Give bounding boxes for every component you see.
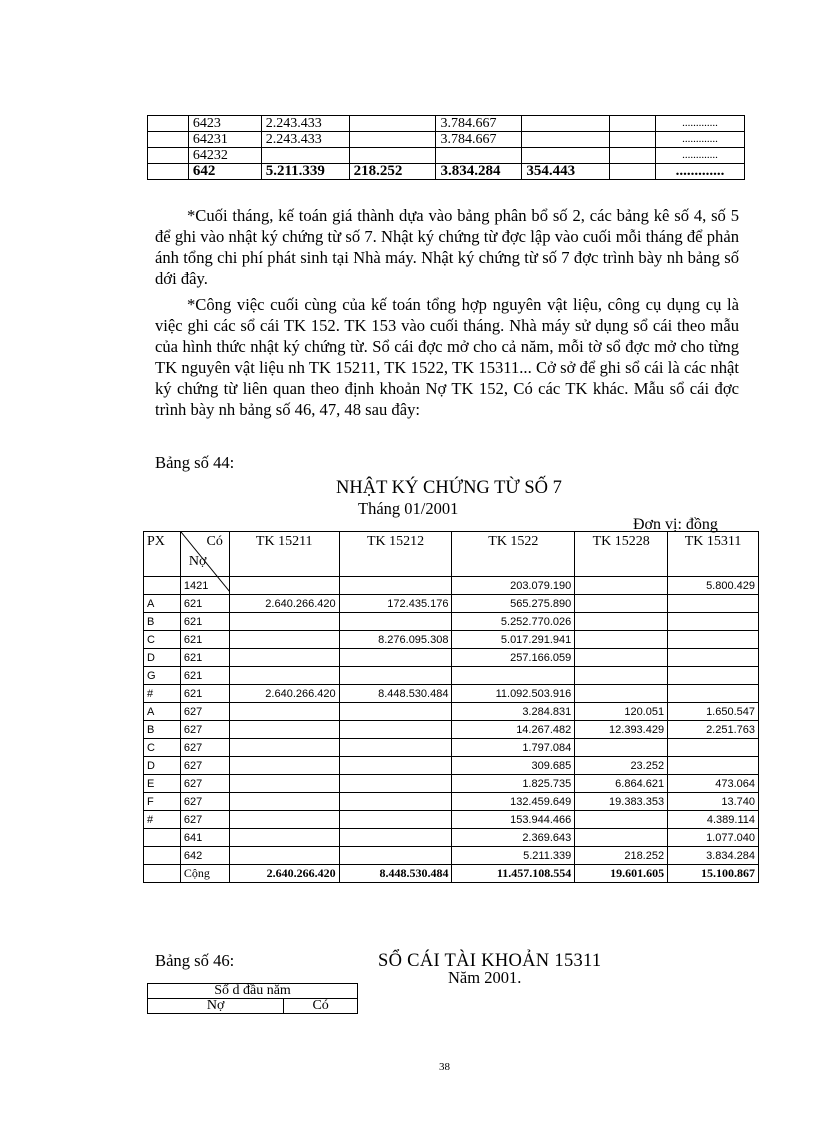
journal-cell-tk1522: 3.284.831 bbox=[452, 703, 575, 721]
total-tk15311: 15.100.867 bbox=[668, 865, 759, 883]
journal-row bbox=[144, 811, 759, 829]
journal-cell-acc: 621 bbox=[180, 613, 229, 631]
journal-cell-tk15212: 8.448.530.484 bbox=[339, 685, 452, 703]
journal-cell-tk15311 bbox=[668, 739, 759, 757]
header-co-no bbox=[180, 532, 229, 577]
journal-cell-tk15211 bbox=[229, 703, 339, 721]
journal-cell-tk15212 bbox=[339, 775, 452, 793]
top-cell-c7: ............. bbox=[656, 132, 745, 148]
journal-cell-px: B bbox=[144, 613, 181, 631]
journal-row bbox=[144, 793, 759, 811]
journal-cell-tk15211 bbox=[229, 775, 339, 793]
header-tk15228: TK 15228 bbox=[575, 532, 668, 577]
journal-cell-acc: 627 bbox=[180, 811, 229, 829]
top-table-row bbox=[148, 148, 745, 164]
journal-cell-acc: 1421 bbox=[180, 577, 229, 595]
journal-row bbox=[144, 685, 759, 703]
journal-cell-px bbox=[144, 829, 181, 847]
top-cell-c1: 64231 bbox=[188, 132, 261, 148]
journal-cell-px bbox=[144, 847, 181, 865]
journal-cell-tk15211 bbox=[229, 739, 339, 757]
top-cell-c1: 6423 bbox=[188, 116, 261, 132]
top-cell-c6 bbox=[610, 116, 656, 132]
table-label-44: Bảng số 44: bbox=[155, 453, 235, 472]
journal-cell-tk15228: 12.393.429 bbox=[575, 721, 668, 739]
top-cell-c5 bbox=[522, 116, 610, 132]
top-cell-c4: 3.784.667 bbox=[436, 116, 522, 132]
top-cell-c7: ............. bbox=[656, 148, 745, 164]
journal-cell-tk15212: 172.435.176 bbox=[339, 595, 452, 613]
journal-cell-tk1522: 1.825.735 bbox=[452, 775, 575, 793]
top-cell-c1: 642 bbox=[188, 164, 261, 180]
journal-cell-px: F bbox=[144, 793, 181, 811]
journal-row bbox=[144, 829, 759, 847]
journal-cell-tk15311: 473.064 bbox=[668, 775, 759, 793]
journal-month: Tháng 01/2001 bbox=[358, 499, 459, 518]
journal-cell-tk1522: 257.166.059 bbox=[452, 649, 575, 667]
top-cell-c2: 2.243.433 bbox=[261, 116, 349, 132]
top-cell-c3 bbox=[349, 116, 436, 132]
journal-cell-tk1522: 5.017.291.941 bbox=[452, 631, 575, 649]
paragraph-cong-viec: *Công việc cuối cùng của kế toán tổng hợp nguyên vật liệu, công cụ dụng cụ là việc ghi các sổ cái TK 152. TK 153 vào cuối tháng. Nhà máy sử dụng sổ cái theo mẫu của hình thức nhật ký chứng từ. Sổ cái đợc mở cho cả năm, mỗi tờ sổ đợc mở cho từng TK nguyên vật liệu nh TK 15211, TK 1522, TK 15311... Cở sở để ghi sổ cái là các nhật ký chứng từ liên quan theo định khoản Nợ TK 152, Có các TK khác. Mẫu sổ cái đợc trình bày nh bảng số 46, 47, 48 sau đây: bbox=[155, 295, 739, 419]
journal-cell-tk15211 bbox=[229, 577, 339, 595]
top-table-row bbox=[148, 116, 745, 132]
journal-row bbox=[144, 649, 759, 667]
journal-cell-tk15211: 2.640.266.420 bbox=[229, 595, 339, 613]
journal-cell-tk15228 bbox=[575, 649, 668, 667]
top-cell-c2: 5.211.339 bbox=[261, 164, 349, 180]
journal-cell-tk15211 bbox=[229, 631, 339, 649]
journal-cell-tk15228 bbox=[575, 631, 668, 649]
balance-debit: Nợ bbox=[148, 999, 284, 1014]
journal-cell-tk15228: 23.252 bbox=[575, 757, 668, 775]
journal-cell-acc: 627 bbox=[180, 793, 229, 811]
header-px: PX bbox=[144, 532, 181, 577]
header-tk1522: TK 1522 bbox=[452, 532, 575, 577]
paragraph-cuoi-thang: *Cuối tháng, kế toán giá thành dựa vào bảng phân bổ số 2, các bảng kê số 4, số 5 để ghi vào nhật ký chứng từ số 7. Nhật ký chứng từ đợc lập vào cuối mỗi tháng để phản ánh tổng chi phí phát sinh tại Nhà máy. Nhật ký chứng từ số 7 đợc trình bày nh bảng số dới đây. bbox=[155, 206, 739, 288]
journal-cell-acc: 627 bbox=[180, 757, 229, 775]
journal-cell-tk15311: 1.077.040 bbox=[668, 829, 759, 847]
journal-cell-tk15311: 1.650.547 bbox=[668, 703, 759, 721]
total-tk15228: 19.601.605 bbox=[575, 865, 668, 883]
journal-cell-tk15212 bbox=[339, 829, 452, 847]
journal-cell-px: A bbox=[144, 703, 181, 721]
top-cell-c6 bbox=[610, 164, 656, 180]
journal-cell-tk15311 bbox=[668, 685, 759, 703]
journal-cell-acc: 621 bbox=[180, 667, 229, 685]
journal-header-row bbox=[144, 532, 759, 577]
journal-cell-acc: 641 bbox=[180, 829, 229, 847]
top-cell-c4: 3.784.667 bbox=[436, 132, 522, 148]
journal-cell-acc: 621 bbox=[180, 649, 229, 667]
journal-title: NHẬT KÝ CHỨNG TỪ SỐ 7 bbox=[336, 478, 562, 498]
journal-cell-tk15228 bbox=[575, 811, 668, 829]
journal-cell-tk15228 bbox=[575, 613, 668, 631]
journal-cell-tk15211 bbox=[229, 649, 339, 667]
journal-cell-tk1522: 2.369.643 bbox=[452, 829, 575, 847]
journal-cell-px: # bbox=[144, 685, 181, 703]
journal-row bbox=[144, 721, 759, 739]
journal-cell-px: A bbox=[144, 595, 181, 613]
journal-cell-acc: 627 bbox=[180, 739, 229, 757]
journal-cell-tk1522: 132.459.649 bbox=[452, 793, 575, 811]
journal-cell-acc: 642 bbox=[180, 847, 229, 865]
journal-cell-tk15212 bbox=[339, 757, 452, 775]
journal-cell-px: B bbox=[144, 721, 181, 739]
journal-cell-acc: 627 bbox=[180, 703, 229, 721]
journal-cell-tk15211 bbox=[229, 613, 339, 631]
opening-balance-table bbox=[147, 983, 358, 1014]
journal-cell-tk15211 bbox=[229, 721, 339, 739]
journal-cell-acc: 621 bbox=[180, 595, 229, 613]
header-tk15211: TK 15211 bbox=[229, 532, 339, 577]
journal-cell-tk15212 bbox=[339, 613, 452, 631]
journal-cell-tk15212 bbox=[339, 739, 452, 757]
top-cell-c5 bbox=[522, 132, 610, 148]
journal-cell-tk15311: 13.740 bbox=[668, 793, 759, 811]
journal-row bbox=[144, 775, 759, 793]
top-cell-c4: 3.834.284 bbox=[436, 164, 522, 180]
journal-row bbox=[144, 577, 759, 595]
journal-cell-tk15311: 5.800.429 bbox=[668, 577, 759, 595]
journal-cell-tk15212 bbox=[339, 847, 452, 865]
total-tk15212: 8.448.530.484 bbox=[339, 865, 452, 883]
journal-cell-tk15228 bbox=[575, 667, 668, 685]
journal-row bbox=[144, 667, 759, 685]
top-table-row bbox=[148, 164, 745, 180]
journal-cell-tk15228 bbox=[575, 595, 668, 613]
journal-cell-tk15211 bbox=[229, 847, 339, 865]
journal-cell-tk15211 bbox=[229, 757, 339, 775]
journal-cell-tk15211: 2.640.266.420 bbox=[229, 685, 339, 703]
header-tk15311: TK 15311 bbox=[668, 532, 759, 577]
journal-cell-tk15211 bbox=[229, 667, 339, 685]
journal-cell-tk15228: 6.864.621 bbox=[575, 775, 668, 793]
journal-cell-tk15311 bbox=[668, 595, 759, 613]
journal-cell-tk1522 bbox=[452, 667, 575, 685]
journal-cell-tk15211 bbox=[229, 793, 339, 811]
journal-cell-tk1522: 153.944.466 bbox=[452, 811, 575, 829]
journal-table-7 bbox=[143, 531, 759, 883]
journal-cell-tk15311: 3.834.284 bbox=[668, 847, 759, 865]
journal-cell-tk15228: 218.252 bbox=[575, 847, 668, 865]
balance-header: Số d đầu năm bbox=[148, 984, 358, 999]
journal-row bbox=[144, 739, 759, 757]
journal-row bbox=[144, 631, 759, 649]
journal-cell-px: D bbox=[144, 649, 181, 667]
balance-credit: Có bbox=[284, 999, 358, 1014]
journal-cell-tk1522: 11.092.503.916 bbox=[452, 685, 575, 703]
journal-cell-tk15311: 4.389.114 bbox=[668, 811, 759, 829]
top-cell-c4 bbox=[436, 148, 522, 164]
header-co: Có bbox=[206, 534, 223, 549]
journal-cell-px: D bbox=[144, 757, 181, 775]
journal-row bbox=[144, 613, 759, 631]
journal-cell-tk15311 bbox=[668, 649, 759, 667]
journal-cell-tk15311 bbox=[668, 631, 759, 649]
journal-cell-tk1522: 1.797.084 bbox=[452, 739, 575, 757]
ledger-year: Năm 2001. bbox=[448, 968, 522, 987]
journal-row bbox=[144, 757, 759, 775]
journal-cell-acc: 621 bbox=[180, 631, 229, 649]
journal-cell-tk1522: 5.211.339 bbox=[452, 847, 575, 865]
journal-cell-tk1522: 5.252.770.026 bbox=[452, 613, 575, 631]
journal-cell-px: G bbox=[144, 667, 181, 685]
total-label: Cộng bbox=[180, 865, 229, 883]
top-table-row bbox=[148, 132, 745, 148]
top-cell-c7: ............. bbox=[656, 116, 745, 132]
journal-cell-tk15212 bbox=[339, 703, 452, 721]
top-cell-c2 bbox=[261, 148, 349, 164]
journal-row bbox=[144, 703, 759, 721]
journal-total-row bbox=[144, 865, 759, 883]
journal-cell-px: C bbox=[144, 739, 181, 757]
journal-cell-tk15311 bbox=[668, 667, 759, 685]
journal-cell-tk1522: 14.267.482 bbox=[452, 721, 575, 739]
top-cell-c5: 354.443 bbox=[522, 164, 610, 180]
table-label-46: Bảng số 46: bbox=[155, 951, 235, 970]
journal-cell-tk15311 bbox=[668, 613, 759, 631]
journal-cell-acc: 627 bbox=[180, 775, 229, 793]
top-cell-c2: 2.243.433 bbox=[261, 132, 349, 148]
journal-cell-tk15228: 19.383.353 bbox=[575, 793, 668, 811]
page-number: 38 bbox=[439, 1061, 450, 1073]
ledger-title: SỔ CÁI TÀI KHOẢN 15311 bbox=[378, 951, 602, 971]
journal-cell-tk15212 bbox=[339, 667, 452, 685]
top-cell-c3 bbox=[349, 148, 436, 164]
journal-cell-tk15228 bbox=[575, 577, 668, 595]
journal-cell-tk15228 bbox=[575, 685, 668, 703]
journal-cell-tk1522: 309.685 bbox=[452, 757, 575, 775]
journal-cell-tk15212 bbox=[339, 793, 452, 811]
journal-cell-tk15212 bbox=[339, 577, 452, 595]
top-cell-c1: 64232 bbox=[188, 148, 261, 164]
journal-cell-tk15211 bbox=[229, 829, 339, 847]
top-cell-c6 bbox=[610, 132, 656, 148]
total-tk15211: 2.640.266.420 bbox=[229, 865, 339, 883]
header-tk15212: TK 15212 bbox=[339, 532, 452, 577]
top-cell-c6 bbox=[610, 148, 656, 164]
journal-cell-px bbox=[144, 577, 181, 595]
journal-cell-tk1522: 203.079.190 bbox=[452, 577, 575, 595]
journal-cell-acc: 621 bbox=[180, 685, 229, 703]
journal-cell-tk15211 bbox=[229, 811, 339, 829]
journal-cell-px: # bbox=[144, 811, 181, 829]
journal-cell-tk15311: 2.251.763 bbox=[668, 721, 759, 739]
header-no: Nợ bbox=[188, 554, 207, 569]
journal-cell-tk15212 bbox=[339, 811, 452, 829]
journal-cell-tk15228 bbox=[575, 739, 668, 757]
top-cell-c3: 218.252 bbox=[349, 164, 436, 180]
journal-cell-acc: 627 bbox=[180, 721, 229, 739]
journal-cell-tk15212 bbox=[339, 721, 452, 739]
total-tk1522: 11.457.108.554 bbox=[452, 865, 575, 883]
top-summary-table bbox=[147, 115, 745, 180]
journal-cell-tk15228 bbox=[575, 829, 668, 847]
journal-cell-tk15311 bbox=[668, 757, 759, 775]
top-cell-c3 bbox=[349, 132, 436, 148]
journal-cell-tk1522: 565.275.890 bbox=[452, 595, 575, 613]
top-cell-c7: ............. bbox=[656, 164, 745, 180]
journal-cell-px: C bbox=[144, 631, 181, 649]
top-cell-c5 bbox=[522, 148, 610, 164]
journal-row bbox=[144, 595, 759, 613]
journal-cell-tk15212: 8.276.095.308 bbox=[339, 631, 452, 649]
journal-cell-tk15228: 120.051 bbox=[575, 703, 668, 721]
journal-cell-px: E bbox=[144, 775, 181, 793]
journal-unit: Đơn vị: đồng bbox=[633, 516, 718, 533]
journal-cell-tk15212 bbox=[339, 649, 452, 667]
journal-row bbox=[144, 847, 759, 865]
